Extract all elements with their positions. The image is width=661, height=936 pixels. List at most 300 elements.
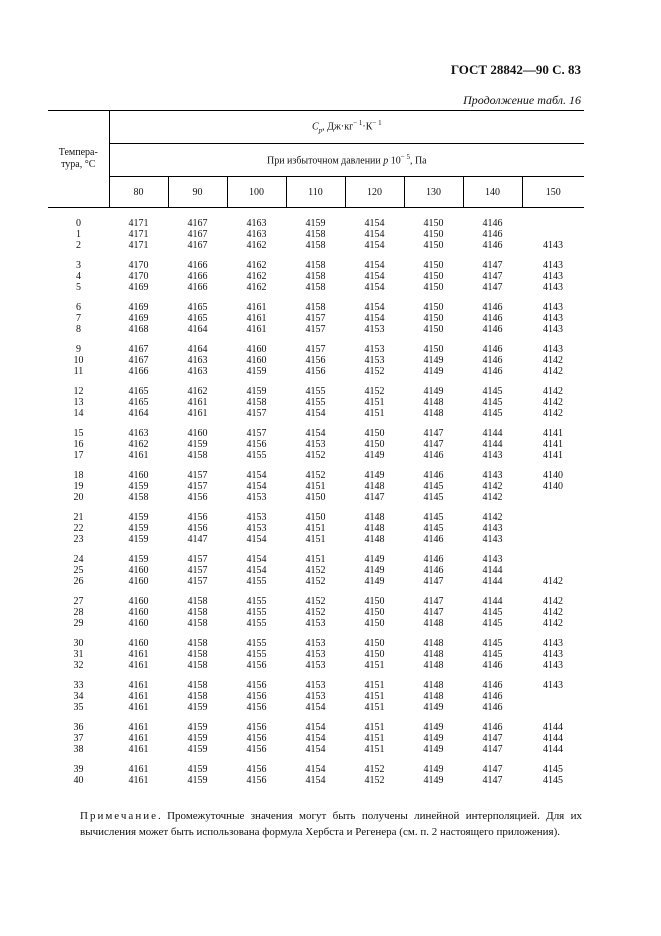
cp-exponent-1: − 1	[353, 119, 363, 128]
value-cell: 4158	[187, 618, 208, 629]
temperature-cell: 30	[73, 638, 84, 649]
temperature-cell: 23	[73, 534, 84, 545]
value-cell: 4166	[187, 282, 208, 293]
value-cell: 4151	[364, 722, 385, 733]
value-cell: 4157	[246, 408, 267, 419]
value-cell: 4158	[187, 649, 208, 660]
value-cell: 4154	[246, 565, 267, 576]
value-cell: 4163	[246, 218, 267, 229]
value-cell: 4160	[128, 618, 149, 629]
value-cell: 4150	[364, 638, 385, 649]
value-cell: 4149	[423, 764, 444, 775]
value-cell: 4154	[364, 229, 385, 240]
table-row	[48, 397, 584, 408]
value-cell: 4159	[187, 439, 208, 450]
value-cell: 4158	[305, 229, 326, 240]
value-cell: 4143	[543, 638, 564, 649]
value-cell	[522, 492, 584, 503]
value-cell: 4146	[482, 366, 503, 377]
value-cell: 4140	[543, 481, 564, 492]
value-cell: 4155	[246, 649, 267, 660]
value-cell: 4156	[246, 439, 267, 450]
value-cell: 4153	[364, 344, 385, 355]
temperature-cell: 9	[76, 344, 81, 355]
table-row	[48, 702, 584, 713]
value-cell: 4148	[423, 408, 444, 419]
table-row	[48, 775, 584, 786]
temperature-cell: 28	[73, 607, 84, 618]
value-cell: 4150	[364, 596, 385, 607]
value-cell: 4154	[364, 313, 385, 324]
temperature-cell: 0	[76, 218, 81, 229]
value-cell: 4165	[128, 386, 149, 397]
value-cell: 4142	[543, 618, 564, 629]
temperature-cell: 22	[73, 523, 84, 534]
value-cell: 4156	[187, 512, 208, 523]
value-cell: 4165	[187, 302, 208, 313]
temperature-cell: 32	[73, 660, 84, 671]
value-cell: 4141	[543, 450, 564, 461]
cp-header	[109, 111, 584, 144]
table-row	[48, 733, 584, 744]
temperature-cell: 33	[73, 680, 84, 691]
value-cell: 4147	[364, 492, 385, 503]
value-cell: 4153	[305, 680, 326, 691]
value-cell: 4141	[543, 428, 564, 439]
table-row	[48, 492, 584, 503]
pressure-column-header: 80	[109, 177, 168, 208]
value-cell: 4160	[128, 638, 149, 649]
temperature-cell: 38	[73, 744, 84, 755]
temperature-header-line2: тура, °С	[61, 159, 96, 170]
value-cell: 4155	[305, 386, 326, 397]
value-cell: 4155	[246, 618, 267, 629]
value-cell: 4146	[423, 470, 444, 481]
table-row	[48, 355, 584, 366]
value-cell: 4160	[128, 596, 149, 607]
value-cell: 4156	[246, 733, 267, 744]
table-row	[48, 503, 584, 523]
value-cell: 4150	[364, 649, 385, 660]
value-cell: 4145	[482, 618, 503, 629]
value-cell: 4142	[543, 397, 564, 408]
value-cell: 4149	[423, 722, 444, 733]
value-cell: 4164	[187, 324, 208, 335]
value-cell: 4167	[128, 344, 149, 355]
value-cell: 4149	[364, 470, 385, 481]
value-cell: 4150	[364, 618, 385, 629]
value-cell: 4154	[364, 240, 385, 251]
value-cell: 4155	[246, 638, 267, 649]
value-cell: 4161	[128, 764, 149, 775]
value-cell: 4154	[305, 744, 326, 755]
value-cell: 4148	[364, 523, 385, 534]
note-label: Примечание	[80, 810, 158, 822]
value-cell: 4151	[364, 744, 385, 755]
value-cell: 4154	[305, 722, 326, 733]
table-row	[48, 545, 584, 565]
pressure-column-header: 120	[345, 177, 404, 208]
value-cell: 4157	[187, 470, 208, 481]
value-cell: 4152	[364, 764, 385, 775]
temperature-header	[48, 111, 109, 208]
value-cell: 4154	[305, 733, 326, 744]
value-cell: 4144	[482, 576, 503, 587]
value-cell: 4146	[482, 313, 503, 324]
value-cell: 4154	[364, 260, 385, 271]
value-cell: 4156	[187, 492, 208, 503]
value-cell	[522, 208, 584, 230]
value-cell: 4146	[482, 355, 503, 366]
value-cell: 4160	[128, 576, 149, 587]
value-cell: 4148	[364, 512, 385, 523]
value-cell: 4145	[543, 775, 564, 786]
value-cell: 4167	[187, 240, 208, 251]
value-cell: 4153	[305, 618, 326, 629]
table-row	[48, 408, 584, 419]
temperature-cell: 29	[73, 618, 84, 629]
temperature-cell: 34	[73, 691, 84, 702]
value-cell: 4149	[423, 733, 444, 744]
pressure-header-b: 10	[388, 155, 401, 167]
table-row	[48, 755, 584, 775]
value-cell: 4151	[305, 523, 326, 534]
value-cell: 4156	[305, 355, 326, 366]
value-cell: 4147	[423, 439, 444, 450]
value-cell: 4153	[246, 492, 267, 503]
value-cell: 4144	[482, 428, 503, 439]
value-cell: 4151	[364, 660, 385, 671]
value-cell: 4143	[543, 680, 564, 691]
value-cell: 4154	[305, 428, 326, 439]
value-cell: 4169	[128, 282, 149, 293]
value-cell: 4159	[187, 733, 208, 744]
value-cell: 4157	[305, 313, 326, 324]
value-cell: 4150	[364, 428, 385, 439]
table-row	[48, 691, 584, 702]
value-cell: 4154	[305, 702, 326, 713]
value-cell: 4142	[482, 512, 503, 523]
value-cell: 4146	[423, 565, 444, 576]
value-cell: 4159	[187, 744, 208, 755]
value-cell: 4150	[423, 229, 444, 240]
value-cell: 4160	[187, 428, 208, 439]
value-cell: 4145	[423, 512, 444, 523]
page-header: ГОСТ 28842—90 С. 83	[450, 62, 581, 77]
value-cell: 4153	[364, 355, 385, 366]
value-cell: 4162	[246, 282, 267, 293]
value-cell: 4143	[543, 344, 564, 355]
value-cell: 4166	[128, 366, 149, 377]
value-cell: 4147	[482, 271, 503, 282]
value-cell: 4153	[305, 660, 326, 671]
pressure-symbol: p	[383, 155, 389, 167]
value-cell: 4147	[482, 764, 503, 775]
value-cell: 4142	[543, 386, 564, 397]
table-row	[48, 208, 584, 230]
value-cell: 4153	[364, 324, 385, 335]
value-cell: 4161	[128, 691, 149, 702]
table-row	[48, 377, 584, 397]
temperature-cell: 5	[76, 282, 81, 293]
table-row	[48, 523, 584, 534]
value-cell: 4145	[423, 481, 444, 492]
temperature-cell: 37	[73, 733, 84, 744]
pressure-column-header: 100	[227, 177, 286, 208]
value-cell: 4149	[423, 355, 444, 366]
value-cell: 4152	[305, 450, 326, 461]
temperature-cell: 18	[73, 470, 84, 481]
value-cell: 4154	[364, 282, 385, 293]
value-cell: 4150	[423, 218, 444, 229]
value-cell: 4164	[128, 408, 149, 419]
value-cell: 4160	[128, 607, 149, 618]
value-cell: 4142	[543, 408, 564, 419]
value-cell: 4145	[482, 638, 503, 649]
value-cell: 4151	[305, 481, 326, 492]
table-row	[48, 419, 584, 439]
value-cell: 4143	[482, 534, 503, 545]
value-cell: 4146	[482, 229, 503, 240]
value-cell: 4143	[543, 271, 564, 282]
table-row	[48, 629, 584, 649]
temperature-cell: 27	[73, 596, 84, 607]
value-cell: 4159	[128, 534, 149, 545]
table-row	[48, 671, 584, 691]
value-cell: 4158	[187, 638, 208, 649]
value-cell: 4165	[187, 313, 208, 324]
value-cell: 4157	[246, 428, 267, 439]
value-cell: 4143	[543, 260, 564, 271]
value-cell: 4166	[187, 271, 208, 282]
table-row	[48, 534, 584, 545]
value-cell: 4160	[246, 344, 267, 355]
value-cell	[522, 691, 584, 702]
value-cell: 4153	[246, 523, 267, 534]
value-cell: 4165	[128, 397, 149, 408]
table-row	[48, 744, 584, 755]
value-cell: 4158	[246, 397, 267, 408]
value-cell: 4161	[187, 397, 208, 408]
value-cell: 4144	[482, 596, 503, 607]
value-cell: 4158	[128, 492, 149, 503]
value-cell: 4154	[305, 408, 326, 419]
table-row	[48, 607, 584, 618]
table-row	[48, 660, 584, 671]
value-cell: 4147	[423, 607, 444, 618]
value-cell: 4162	[187, 386, 208, 397]
value-cell: 4150	[364, 607, 385, 618]
value-cell: 4153	[305, 439, 326, 450]
value-cell: 4154	[246, 481, 267, 492]
value-cell: 4161	[128, 680, 149, 691]
value-cell: 4148	[423, 649, 444, 660]
temperature-cell: 10	[73, 355, 84, 366]
value-cell: 4154	[364, 271, 385, 282]
temperature-cell: 1	[76, 229, 81, 240]
value-cell: 4146	[423, 534, 444, 545]
value-cell: 4161	[128, 450, 149, 461]
value-cell: 4149	[423, 702, 444, 713]
value-cell: 4156	[246, 775, 267, 786]
value-cell: 4147	[423, 596, 444, 607]
value-cell: 4158	[187, 607, 208, 618]
value-cell: 4155	[246, 596, 267, 607]
value-cell: 4147	[482, 733, 503, 744]
value-cell: 4157	[187, 576, 208, 587]
value-cell: 4146	[482, 660, 503, 671]
value-cell: 4145	[482, 397, 503, 408]
value-cell: 4140	[543, 470, 564, 481]
value-cell: 4150	[423, 260, 444, 271]
pressure-header-c: , Па	[409, 155, 427, 167]
value-cell: 4142	[543, 576, 564, 587]
value-cell: 4142	[543, 355, 564, 366]
value-cell: 4150	[423, 302, 444, 313]
value-cell: 4146	[482, 302, 503, 313]
value-cell: 4152	[364, 366, 385, 377]
value-cell: 4145	[543, 764, 564, 775]
table-row	[48, 366, 584, 377]
value-cell	[522, 534, 584, 545]
table-row	[48, 450, 584, 461]
value-cell: 4141	[543, 439, 564, 450]
temperature-cell: 4	[76, 271, 81, 282]
temperature-cell: 8	[76, 324, 81, 335]
value-cell: 4159	[128, 523, 149, 534]
value-cell: 4150	[364, 439, 385, 450]
value-cell: 4148	[423, 638, 444, 649]
value-cell: 4158	[305, 302, 326, 313]
table-row	[48, 251, 584, 271]
note-text: . Промежуточные значения могут быть получены линейной интерполяцией. Для их вычисления может быть использована формула Хербста и Регенера (см. п. 2 настоящего приложения).	[80, 810, 582, 838]
table-row	[48, 271, 584, 282]
value-cell: 4144	[543, 733, 564, 744]
value-cell: 4151	[364, 702, 385, 713]
temperature-cell: 16	[73, 439, 84, 450]
value-cell: 4156	[246, 680, 267, 691]
value-cell: 4147	[482, 282, 503, 293]
value-cell: 4142	[543, 366, 564, 377]
value-cell: 4171	[128, 229, 149, 240]
value-cell: 4145	[482, 408, 503, 419]
value-cell: 4147	[482, 260, 503, 271]
value-cell: 4143	[482, 450, 503, 461]
value-cell: 4160	[128, 470, 149, 481]
value-cell: 4161	[128, 775, 149, 786]
temperature-cell: 39	[73, 764, 84, 775]
value-cell: 4147	[423, 428, 444, 439]
temperature-cell: 7	[76, 313, 81, 324]
value-cell: 4150	[423, 240, 444, 251]
value-cell: 4149	[423, 775, 444, 786]
value-cell: 4150	[423, 313, 444, 324]
value-cell: 4158	[305, 282, 326, 293]
value-cell: 4157	[187, 481, 208, 492]
value-cell: 4149	[364, 450, 385, 461]
cp-subscript: p	[318, 126, 323, 135]
value-cell: 4160	[246, 355, 267, 366]
value-cell: 4161	[246, 302, 267, 313]
cp-units-a: , Дж·кг	[322, 121, 354, 133]
value-cell: 4142	[543, 607, 564, 618]
table-continuation-label: Продолжение табл. 16	[463, 93, 581, 107]
value-cell: 4154	[364, 218, 385, 229]
value-cell: 4156	[246, 660, 267, 671]
value-cell: 4164	[187, 344, 208, 355]
temperature-cell: 17	[73, 450, 84, 461]
table-row	[48, 587, 584, 607]
value-cell: 4150	[423, 271, 444, 282]
value-cell: 4159	[128, 512, 149, 523]
table-row	[48, 282, 584, 293]
value-cell: 4151	[364, 408, 385, 419]
cp-exponent-2: − 1	[372, 119, 382, 128]
value-cell: 4162	[128, 439, 149, 450]
value-cell	[522, 565, 584, 576]
value-cell: 4161	[128, 660, 149, 671]
value-cell: 4155	[246, 450, 267, 461]
value-cell: 4146	[423, 450, 444, 461]
value-cell: 4158	[187, 691, 208, 702]
value-cell: 4143	[543, 282, 564, 293]
value-cell: 4154	[246, 470, 267, 481]
value-cell: 4156	[246, 691, 267, 702]
value-cell: 4148	[423, 660, 444, 671]
temperature-cell: 19	[73, 481, 84, 492]
value-cell: 4148	[423, 691, 444, 702]
value-cell: 4166	[187, 260, 208, 271]
value-cell: 4163	[246, 229, 267, 240]
table-row	[48, 313, 584, 324]
table-row	[48, 439, 584, 450]
value-cell: 4152	[305, 565, 326, 576]
value-cell: 4152	[305, 596, 326, 607]
table-row	[48, 293, 584, 313]
temperature-cell: 35	[73, 702, 84, 713]
value-cell: 4150	[423, 344, 444, 355]
value-cell: 4145	[423, 523, 444, 534]
value-cell: 4146	[482, 691, 503, 702]
value-cell: 4146	[482, 680, 503, 691]
value-cell: 4159	[305, 218, 326, 229]
value-cell: 4142	[482, 481, 503, 492]
value-cell: 4153	[305, 649, 326, 660]
value-cell: 4149	[364, 576, 385, 587]
value-cell: 4158	[187, 596, 208, 607]
value-cell: 4143	[543, 660, 564, 671]
value-cell: 4161	[128, 702, 149, 713]
temperature-header-line1: Темпера-	[58, 147, 98, 158]
value-cell: 4146	[482, 218, 503, 229]
value-cell: 4163	[128, 428, 149, 439]
temperature-cell: 14	[73, 408, 84, 419]
pressure-column-header: 140	[463, 177, 522, 208]
value-cell: 4147	[482, 775, 503, 786]
table-row	[48, 240, 584, 251]
value-cell: 4161	[128, 722, 149, 733]
value-cell: 4167	[187, 229, 208, 240]
pressure-column-header: 90	[168, 177, 227, 208]
value-cell: 4156	[246, 702, 267, 713]
value-cell: 4154	[305, 764, 326, 775]
value-cell: 4148	[423, 680, 444, 691]
temperature-cell: 21	[73, 512, 84, 523]
value-cell: 4159	[187, 775, 208, 786]
value-cell: 4155	[246, 607, 267, 618]
value-cell: 4150	[423, 282, 444, 293]
value-cell: 4148	[364, 534, 385, 545]
